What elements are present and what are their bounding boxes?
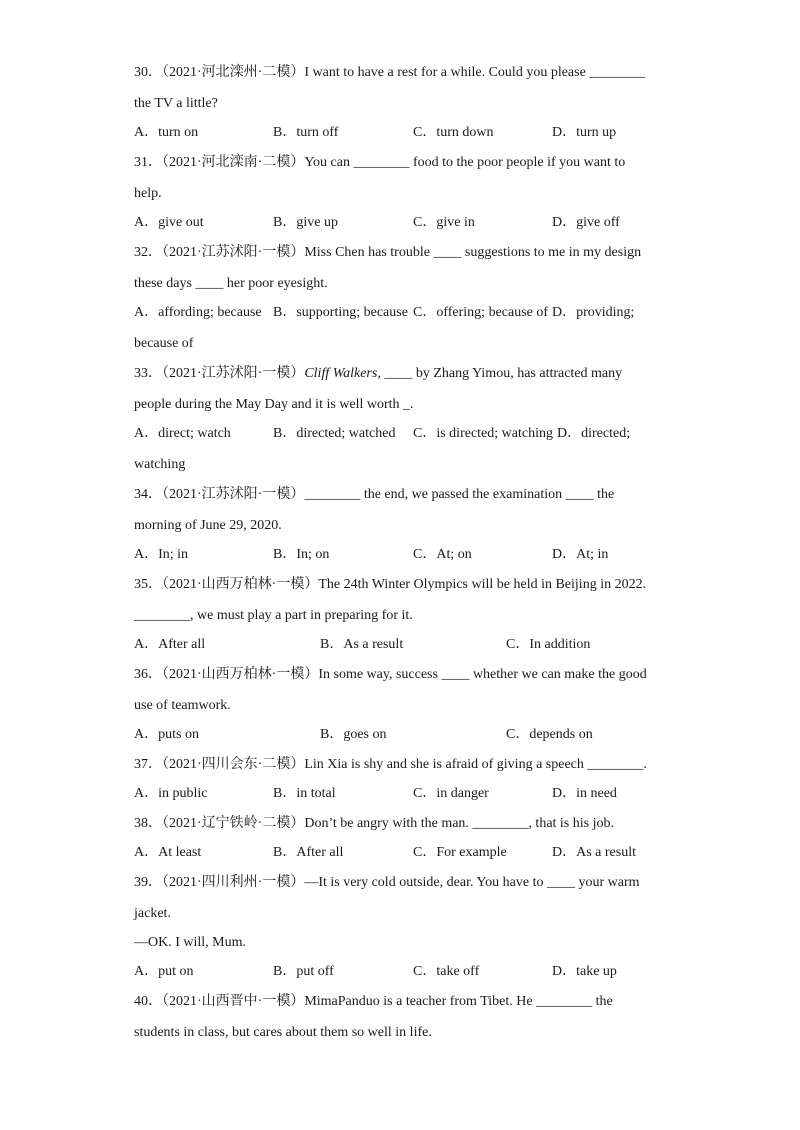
q32-option-d[interactable]: D．providing; [552,305,635,320]
q39-option-d[interactable]: D．take up [552,964,617,979]
q34-option-c[interactable]: C．At; on [413,547,472,562]
question-33-stem-cont: people during the May Day and it is well worth _. [134,397,414,412]
q34-option-b[interactable]: B．In; on [273,547,330,562]
q38-option-b[interactable]: B．After all [273,845,344,860]
question-30-stem-cont: the TV a little? [134,96,218,111]
question-40-stem: 40．（2021·山西晋中·一模）MimaPanduo is a teacher from Tibet. He ________ the [134,994,613,1009]
q35-option-a[interactable]: A．After all [134,637,206,652]
q31-option-a[interactable]: A．give out [134,215,204,230]
question-32-stem: 32．（2021·江苏沭阳·一模）Miss Chen has trouble ____ suggestions to me in my design [134,245,642,260]
q38-option-d[interactable]: D．As a result [552,845,636,860]
question-31-stem: 31．（2021·河北滦南·二模）You can ________ food to the poor people if you want to [134,155,626,170]
q39-option-a[interactable]: A．put on [134,964,194,979]
question-38-stem: 38．（2021·辽宁铁岭·二模）Don’t be angry with the man. ________, that is his job. [134,816,614,831]
q34-option-d[interactable]: D．At; in [552,547,609,562]
q33-option-c[interactable]: C．is directed; watching [413,426,553,441]
question-40-stem-cont: students in class, but cares about them so well in life. [134,1025,432,1040]
q32-option-a[interactable]: A．affording; because [134,305,262,320]
question-34-stem-cont: morning of June 29, 2020. [134,518,282,533]
question-30-stem: 30．（2021·河北滦州·二模）I want to have a rest for a while. Could you please ________ [134,65,646,80]
question-36-stem: 36．（2021·山西万柏林·一模）In some way, success ____ whether we can make the good [134,667,647,682]
q31-option-d[interactable]: D．give off [552,215,620,230]
question-32-stem-cont: these days ____ her poor eyesight. [134,276,328,291]
q37-option-d[interactable]: D．in need [552,786,617,801]
question-39-reply: —OK. I will, Mum. [134,935,246,950]
q38-option-c[interactable]: C．For example [413,845,507,860]
q35-option-b[interactable]: B．As a result [320,637,404,652]
q30-option-d[interactable]: D．turn up [552,125,617,140]
q37-option-a[interactable]: A．in public [134,786,208,801]
q37-option-b[interactable]: B．in total [273,786,336,801]
question-35-stem: 35．（2021·山西万柏林·一模）The 24th Winter Olympics will be held in Beijing in 2022. [134,577,647,592]
question-36-stem-cont: use of teamwork. [134,698,231,713]
q30-option-b[interactable]: B．turn off [273,125,339,140]
q36-option-c[interactable]: C．depends on [506,727,593,742]
q33-option-a[interactable]: A．direct; watch [134,426,231,441]
q39-option-c[interactable]: C．take off [413,964,480,979]
q36-option-b[interactable]: B．goes on [320,727,387,742]
q36-option-a[interactable]: A．puts on [134,727,199,742]
question-33-stem: 33．（2021·江苏沭阳·一模）Cliff Walkers, ____ by Zhang Yimou, has attracted many [134,366,623,381]
q30-option-a[interactable]: A．turn on [134,125,199,140]
q37-option-c[interactable]: C．in danger [413,786,489,801]
question-35-stem-cont: ________, we must play a part in preparing for it. [134,608,413,623]
q33-option-d[interactable]: D．directed; [557,426,631,441]
movie-title: Cliff Walkers [304,366,378,381]
q30-option-c[interactable]: C．turn down [413,125,494,140]
q33-option-b[interactable]: B．directed; watched [273,426,396,441]
q33-option-d-cont: watching [134,457,186,472]
q31-option-c[interactable]: C．give in [413,215,475,230]
q38-option-a[interactable]: A．At least [134,845,202,860]
question-39-stem-cont: jacket. [134,906,171,921]
q32-option-c[interactable]: C．offering; because of [413,305,549,320]
q39-option-b[interactable]: B．put off [273,964,334,979]
question-39-stem: 39．（2021·四川利州·一模）—It is very cold outside, dear. You have to ____ your warm [134,875,640,890]
question-31-stem-cont: help. [134,186,162,201]
q31-option-b[interactable]: B．give up [273,215,338,230]
question-37-stem: 37．（2021·四川会东·二模）Lin Xia is shy and she is afraid of giving a speech ________. [134,757,647,772]
q32-option-b[interactable]: B．supporting; because [273,305,408,320]
q35-option-c[interactable]: C．In addition [506,637,591,652]
q32-option-d-cont: because of [134,336,194,351]
q34-option-a[interactable]: A．In; in [134,547,189,562]
question-34-stem: 34．（2021·江苏沭阳·一模）________ the end, we passed the examination ____ the [134,487,615,502]
